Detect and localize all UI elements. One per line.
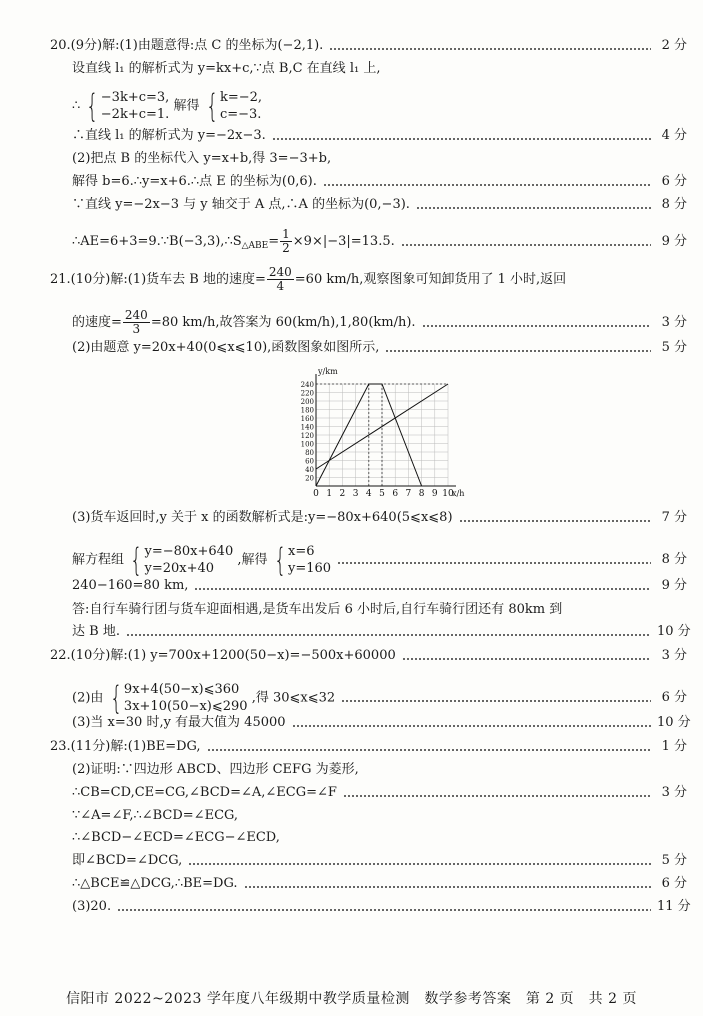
equation-system: { −3k+c=3, −2k+c=1. bbox=[86, 89, 170, 123]
q21-line-3: (2)由题意 y=20x+40(0⩽x⩽10),函数图象如图所示, 5 分 bbox=[72, 340, 687, 355]
brace-icon: { bbox=[109, 681, 122, 715]
x-tick-label: 6 bbox=[392, 489, 399, 499]
y-tick-label: 100 bbox=[300, 440, 314, 449]
q23-line-3: ∴CB=CD,CE=CG,∠BCD=∠A,∠ECG=∠F 3 分 bbox=[72, 785, 687, 800]
x-tick-label: 8 bbox=[418, 489, 425, 499]
q21-line-6: 240−160=80 km, 9 分 bbox=[72, 578, 687, 593]
y-tick-label: 40 bbox=[305, 466, 314, 474]
y-tick-label: 20 bbox=[305, 474, 314, 483]
q20-line-3: ∴ { −3k+c=3, −2k+c=1. 解得 { k=−2, c=−3. bbox=[72, 89, 263, 123]
q21-line-2: 的速度= $\frac{240}{3}$ =80 km/h,故答案为 60(km/h),1,80(km/h). 3 分 bbox=[72, 309, 687, 336]
fraction: $\frac{240}{4}$ bbox=[268, 266, 292, 293]
y-tick-label: 80 bbox=[305, 449, 314, 457]
brace-icon: { bbox=[130, 543, 143, 577]
brace-icon: { bbox=[273, 543, 286, 577]
q20-line-2: 设直线 l₁ 的解析式为 y=kx+c,∵点 B,C 在直线 l₁ 上, bbox=[72, 61, 381, 76]
q20-line-1 bbox=[50, 38, 687, 54]
x-tick-label: 3 bbox=[352, 489, 359, 499]
q21-line-5: 解方程组 { y=−80x+640 y=20x+40 ,解得 { x=6 y=160 8 分 bbox=[72, 543, 687, 577]
q23-line-6: 即∠BCD=∠DCG, 5 分 bbox=[72, 853, 687, 868]
q20-line-5: (2)把点 B 的坐标代入 y=x+b,得 3=−3+b, bbox=[72, 151, 332, 166]
brace-icon: { bbox=[205, 89, 218, 123]
q20-line-4: ∴直线 l₁ 的解析式为 y=−2x−3. 4 分 bbox=[72, 128, 687, 143]
solution-system: { x=6 y=160 bbox=[273, 543, 332, 577]
q20-line-6: 解得 b=6.∴y=x+6.∴点 E 的坐标为(0,6). 6 分 bbox=[72, 174, 687, 189]
fraction: $\frac{1}{2}$ bbox=[282, 228, 290, 255]
q23-line-8: (3)20. 11 分 bbox=[72, 899, 691, 914]
page-footer: 信阳市 2022~2023 学年度八年级期中教学质量检测 数学参考答案 第 2 页 共 2 页 bbox=[65, 991, 637, 1007]
y-tick-label: 180 bbox=[300, 406, 314, 415]
q23-line-2: (2)证明:∵四边形 ABCD、四边形 CEFG 为菱形, bbox=[72, 762, 359, 777]
y-tick-label: 140 bbox=[300, 423, 314, 432]
y-tick-label: 240 bbox=[300, 381, 314, 389]
x-tick-label: 10 bbox=[442, 489, 454, 499]
q21-line-7: 答:自行车骑行团与货车迎面相遇,是货车出发后 6 小时后,自行车骑行团还有 80km 到 bbox=[72, 602, 563, 617]
solution-system: { k=−2, c=−3. bbox=[205, 89, 263, 123]
score-label: 2 分 bbox=[661, 38, 687, 53]
q21-line-8: 达 B 地. 10 分 bbox=[72, 624, 691, 639]
x-tick-label: 2 bbox=[339, 489, 346, 499]
q20-line-8: $\therefore AE=6+3=9.\because B(-3,3),\therefore S_{\triangle ABE}=$ $\frac{1}{2}$ ×9×|−3|=13.5. 9 分 bbox=[72, 228, 687, 255]
brace-icon: { bbox=[86, 89, 99, 123]
equation-system: { y=−80x+640 y=20x+40 bbox=[130, 543, 234, 577]
q23-line-4: ∵∠A=∠F,∴∠BCD=∠ECG, bbox=[72, 808, 239, 823]
q20-text-1: 20.(9分)解:(1)由题意得:点 C 的坐标为(−2,1). bbox=[50, 38, 324, 53]
q20-line-7: ∵直线 y=−2x−3 与 y 轴交于 A 点,∴A 的坐标为(0,−3). 8 分 bbox=[72, 197, 687, 212]
q21-line-1: 21.(10分)解:(1)货车去 B 地的速度= $\frac{240}{4}$ =60 km/h,观察图象可知卸货用了 1 小时,返回 bbox=[50, 266, 567, 293]
x-tick-label: 4 bbox=[365, 489, 372, 499]
y-tick-label: 160 bbox=[300, 415, 314, 423]
fraction: $\frac{240}{3}$ bbox=[124, 309, 148, 336]
y-tick-label: 200 bbox=[300, 398, 314, 406]
q22-line-2: (2)由 { 9x+4(50−x)⩽360 3x+10(50−x)⩽290 ,得 30⩽x⩽32 6 分 bbox=[72, 681, 687, 715]
y-tick-label: 120 bbox=[300, 432, 314, 440]
x-tick-label: 9 bbox=[431, 489, 438, 499]
y-tick-label: 60 bbox=[305, 457, 314, 466]
x-axis-label: x/h bbox=[452, 489, 465, 498]
x-tick-label: 1 bbox=[326, 489, 333, 499]
inequality-system: { 9x+4(50−x)⩽360 3x+10(50−x)⩽290 bbox=[109, 681, 248, 715]
q23-line-5: ∴∠BCD−∠ECD=∠ECG−∠ECD, bbox=[72, 830, 280, 845]
x-tick-label: 5 bbox=[379, 489, 385, 499]
q22-line-1: 22.(10分)解:(1) y=700x+1200(50−x)=−500x+60000 3 分 bbox=[50, 648, 687, 663]
q23-line-1: 23.(11分)解:(1)BE=DG, 1 分 bbox=[50, 739, 687, 754]
x-tick-label: 0 bbox=[313, 489, 319, 499]
q23-line-7: ∴△BCE≌△DCG,∴BE=DG. 6 分 bbox=[72, 876, 687, 891]
q21-line-4: (3)货车返回时,y 关于 x 的函数解析式是:y=−80x+640(5⩽x⩽8) 7 分 bbox=[72, 510, 687, 525]
x-tick-label: 7 bbox=[405, 489, 412, 499]
y-axis-label: y/km bbox=[318, 367, 338, 376]
distance-time-chart bbox=[292, 364, 482, 502]
q22-line-3: (3)当 x=30 时,y 有最大值为 45000 10 分 bbox=[72, 715, 691, 730]
y-tick-label: 220 bbox=[300, 389, 314, 398]
